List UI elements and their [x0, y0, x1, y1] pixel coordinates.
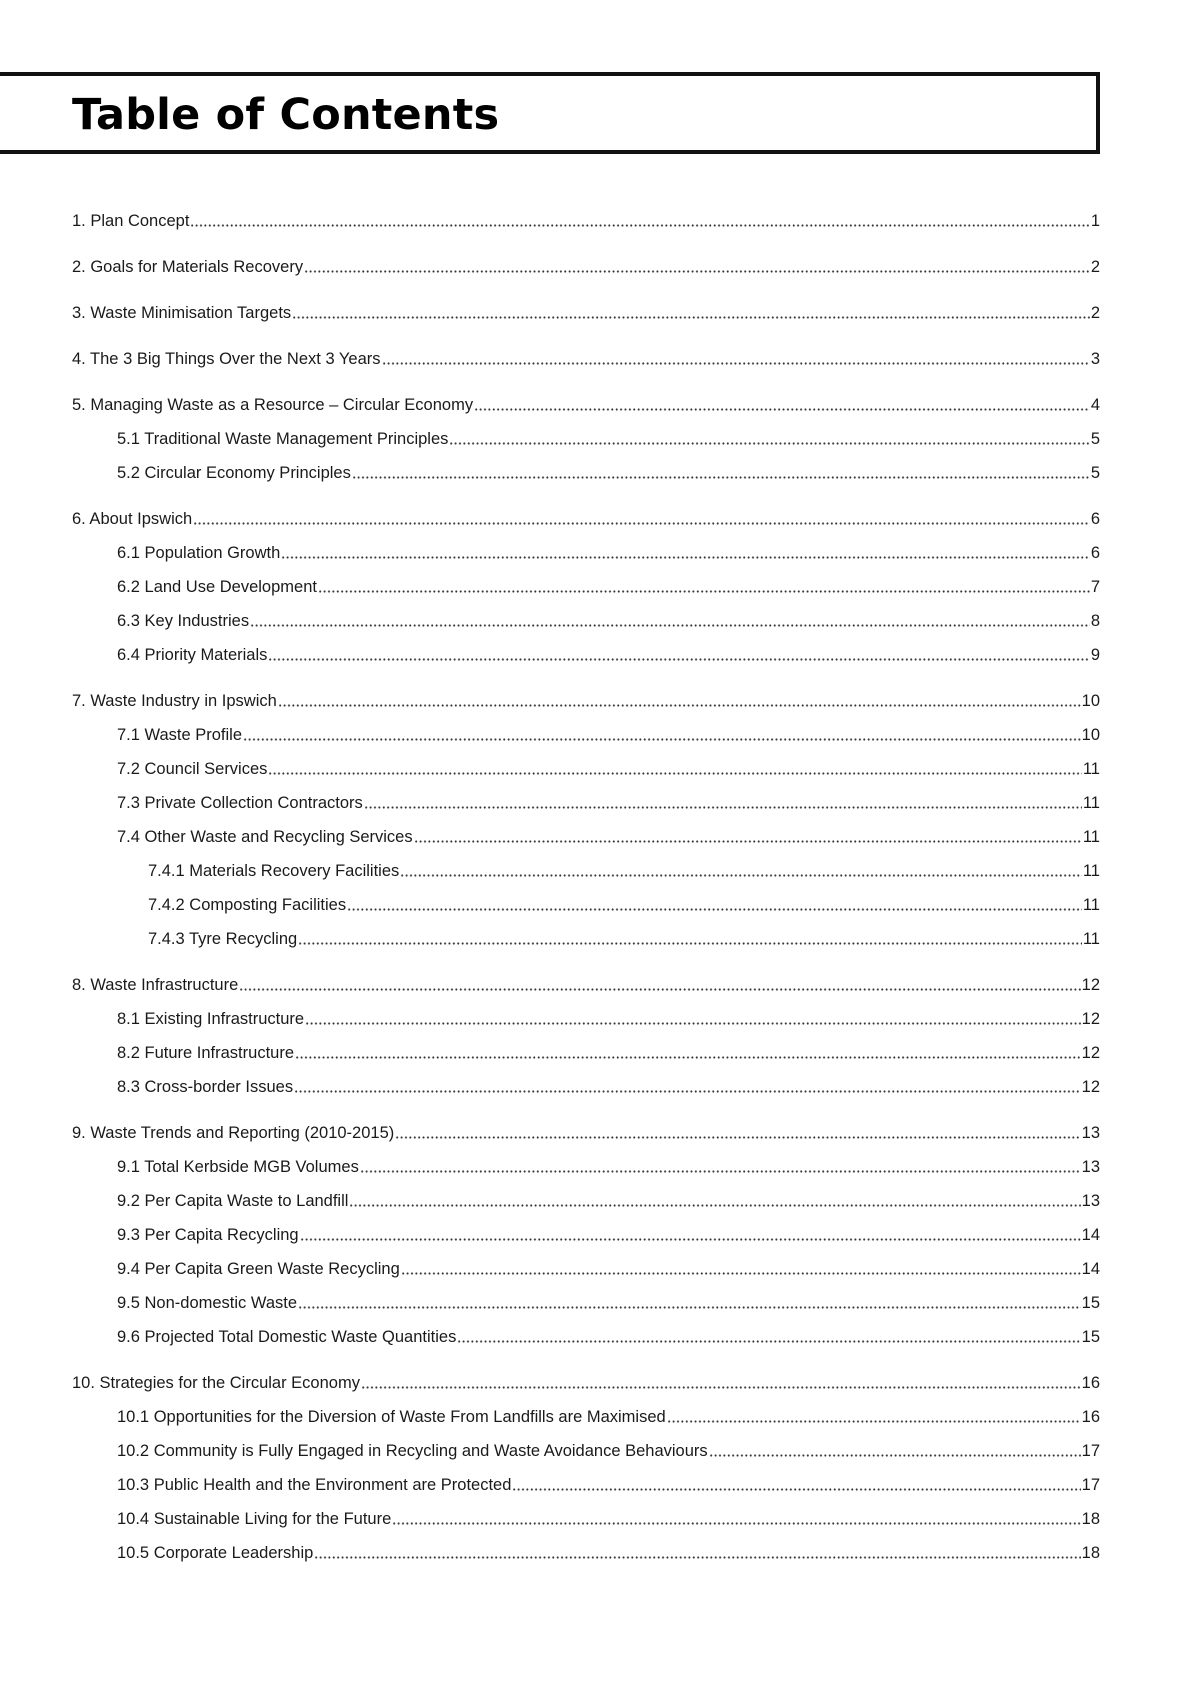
toc-entry-label: 7.4.2 Composting Facilities	[148, 896, 347, 914]
dot-leader	[268, 772, 1081, 775]
toc-entry-page: 17	[1081, 1476, 1100, 1494]
toc-entry-page: 13	[1081, 1158, 1100, 1176]
toc-entry-page: 17	[1081, 1442, 1100, 1460]
toc-entry-label: 5.2 Circular Economy Principles	[117, 464, 351, 482]
toc-entry[interactable]	[72, 972, 1100, 996]
page-title: Table of Contents	[72, 90, 500, 140]
toc-entry-page: 7	[1090, 578, 1100, 596]
toc-entry-label: 7.1 Waste Profile	[117, 726, 243, 744]
toc-entry-page: 10	[1081, 692, 1100, 710]
dot-leader	[360, 1170, 1081, 1173]
toc-entry-page: 10	[1081, 726, 1100, 744]
toc-entry[interactable]	[72, 688, 1100, 712]
dot-leader	[190, 224, 1089, 227]
dot-leader	[294, 1090, 1081, 1093]
dot-leader	[349, 1204, 1080, 1207]
dot-leader	[278, 704, 1081, 707]
toc-entry-page: 6	[1090, 544, 1100, 562]
dot-leader	[449, 442, 1089, 445]
toc-entry[interactable]	[117, 722, 1100, 746]
toc-entry-label: 10.4 Sustainable Living for the Future	[117, 1510, 392, 1528]
toc-entry[interactable]	[148, 858, 1100, 882]
toc-entry-page: 11	[1082, 930, 1100, 948]
toc-entry-label: 10. Strategies for the Circular Economy	[72, 1374, 360, 1392]
dot-leader	[352, 476, 1090, 479]
toc-entry[interactable]	[117, 642, 1100, 666]
toc-entry[interactable]	[117, 1324, 1100, 1348]
toc-entry-page: 1	[1090, 212, 1100, 230]
toc-entry-label: 1. Plan Concept	[72, 212, 190, 230]
toc-entry-page: 12	[1081, 1010, 1100, 1028]
dot-leader	[298, 1306, 1081, 1309]
toc-entry-label: 10.2 Community is Fully Engaged in Recycling and Waste Avoidance Behaviours	[117, 1442, 708, 1460]
toc-entry[interactable]	[72, 254, 1100, 278]
toc-entry-page: 4	[1090, 396, 1100, 414]
toc-entry-label: 7.2 Council Services	[117, 760, 268, 778]
toc-entry-label: 7.4.1 Materials Recovery Facilities	[148, 862, 400, 880]
toc-entry[interactable]	[72, 346, 1100, 370]
toc-entry[interactable]	[117, 824, 1100, 848]
toc-entry-label: 7.4.3 Tyre Recycling	[148, 930, 298, 948]
dot-leader	[709, 1454, 1081, 1457]
toc-entry[interactable]	[117, 608, 1100, 632]
toc-entry-page: 12	[1081, 1078, 1100, 1096]
dot-leader	[305, 1022, 1081, 1025]
toc-entry-label: 8.1 Existing Infrastructure	[117, 1010, 305, 1028]
toc-entry[interactable]	[117, 1040, 1100, 1064]
toc-entry-page: 11	[1082, 794, 1100, 812]
toc-entry-label: 9.5 Non-domestic Waste	[117, 1294, 298, 1312]
toc-entry[interactable]	[117, 426, 1100, 450]
title-box	[0, 72, 1100, 154]
toc-entry[interactable]	[117, 460, 1100, 484]
toc-entry-page: 11	[1082, 760, 1100, 778]
toc-entry[interactable]	[117, 574, 1100, 598]
toc-entry-page: 15	[1081, 1328, 1100, 1346]
toc-entry-label: 9.2 Per Capita Waste to Landfill	[117, 1192, 349, 1210]
dot-leader	[268, 658, 1089, 661]
toc-entry-page: 2	[1090, 304, 1100, 322]
toc-entry[interactable]	[117, 1154, 1100, 1178]
dot-leader	[474, 408, 1090, 411]
toc-entry-page: 14	[1081, 1226, 1100, 1244]
toc-entry[interactable]	[117, 1256, 1100, 1280]
dot-leader	[300, 1238, 1081, 1241]
toc-entry[interactable]	[117, 540, 1100, 564]
toc-entry-label: 5.1 Traditional Waste Management Principles	[117, 430, 449, 448]
dot-leader	[382, 362, 1090, 365]
toc-entry-page: 16	[1081, 1408, 1100, 1426]
dot-leader	[512, 1488, 1080, 1491]
toc-entry[interactable]	[72, 392, 1100, 416]
toc-entry-page: 11	[1082, 862, 1100, 880]
dot-leader	[401, 1272, 1081, 1275]
toc-entry-label: 5. Managing Waste as a Resource – Circular Economy	[72, 396, 474, 414]
toc-entry-label: 8. Waste Infrastructure	[72, 976, 239, 994]
toc-entry-label: 7.3 Private Collection Contractors	[117, 794, 363, 812]
toc-entry-label: 7. Waste Industry in Ipswich	[72, 692, 277, 710]
toc-entry-page: 15	[1081, 1294, 1100, 1312]
toc-entry[interactable]	[117, 1540, 1100, 1564]
dot-leader	[250, 624, 1090, 627]
toc-entry-label: 2. Goals for Materials Recovery	[72, 258, 304, 276]
toc-entry[interactable]	[117, 1006, 1100, 1030]
toc-entry-label: 9.1 Total Kerbside MGB Volumes	[117, 1158, 359, 1176]
toc-entry[interactable]	[117, 1188, 1100, 1212]
dot-leader	[457, 1340, 1080, 1343]
dot-leader	[298, 942, 1082, 945]
toc-entry-label: 7.4 Other Waste and Recycling Services	[117, 828, 413, 846]
toc-entry[interactable]	[148, 926, 1100, 950]
dot-leader	[392, 1522, 1080, 1525]
toc-entry-page: 9	[1090, 646, 1100, 664]
dot-leader	[314, 1556, 1080, 1559]
toc-entry-label: 6.3 Key Industries	[117, 612, 250, 630]
toc-entry-page: 5	[1090, 430, 1100, 448]
toc-entry[interactable]	[117, 1290, 1100, 1314]
dot-leader	[318, 590, 1090, 593]
toc-entry-label: 8.3 Cross-border Issues	[117, 1078, 294, 1096]
toc-entry-page: 18	[1081, 1544, 1100, 1562]
toc-entry[interactable]	[117, 1438, 1100, 1462]
dot-leader	[400, 874, 1082, 877]
toc-entry[interactable]	[148, 892, 1100, 916]
toc-entry-page: 2	[1090, 258, 1100, 276]
toc-entry[interactable]	[117, 1404, 1100, 1428]
toc-entry[interactable]	[72, 208, 1100, 232]
dot-leader	[667, 1420, 1081, 1423]
toc-entry[interactable]	[72, 506, 1100, 530]
toc-entry-label: 6.4 Priority Materials	[117, 646, 268, 664]
toc-entry-label: 6. About Ipswich	[72, 510, 193, 528]
toc-entry-label: 9.3 Per Capita Recycling	[117, 1226, 299, 1244]
dot-leader	[292, 316, 1090, 319]
dot-leader	[295, 1056, 1081, 1059]
dot-leader	[395, 1136, 1080, 1139]
toc-entry-label: 8.2 Future Infrastructure	[117, 1044, 294, 1062]
toc-entry-label: 9.4 Per Capita Green Waste Recycling	[117, 1260, 400, 1278]
toc-entry-page: 3	[1090, 350, 1100, 368]
dot-leader	[414, 840, 1082, 843]
toc-entry-page: 13	[1081, 1124, 1100, 1142]
toc-entry-page: 8	[1090, 612, 1100, 630]
toc-entry-label: 9. Waste Trends and Reporting (2010-2015)	[72, 1124, 395, 1142]
toc-entry[interactable]	[117, 790, 1100, 814]
toc-entry-page: 16	[1081, 1374, 1100, 1392]
toc-entry-label: 6.1 Population Growth	[117, 544, 281, 562]
toc-entry-label: 10.1 Opportunities for the Diversion of Waste From Landfills are Maximised	[117, 1408, 666, 1426]
toc-entry-page: 14	[1081, 1260, 1100, 1278]
toc-entry[interactable]	[117, 756, 1100, 780]
dot-leader	[361, 1386, 1081, 1389]
toc-entry-page: 5	[1090, 464, 1100, 482]
dot-leader	[347, 908, 1082, 911]
toc-entry-page: 11	[1082, 896, 1100, 914]
toc-entry-page: 13	[1081, 1192, 1100, 1210]
toc-entry-label: 6.2 Land Use Development	[117, 578, 317, 596]
toc-entry[interactable]	[117, 1222, 1100, 1246]
toc-entry-page: 12	[1081, 1044, 1100, 1062]
dot-leader	[193, 522, 1090, 525]
toc-entry-label: 9.6 Projected Total Domestic Waste Quantities	[117, 1328, 457, 1346]
dot-leader	[364, 806, 1082, 809]
toc-entry[interactable]	[72, 1370, 1100, 1394]
dot-leader	[304, 270, 1090, 273]
toc-entry[interactable]	[117, 1472, 1100, 1496]
toc-entry[interactable]	[117, 1074, 1100, 1098]
toc-entry-page: 11	[1082, 828, 1100, 846]
dot-leader	[281, 556, 1090, 559]
toc-entry[interactable]	[117, 1506, 1100, 1530]
dot-leader	[243, 738, 1081, 741]
dot-leader	[239, 988, 1080, 991]
toc-entry-page: 6	[1090, 510, 1100, 528]
toc-entry-page: 18	[1081, 1510, 1100, 1528]
toc-entry-label: 10.3 Public Health and the Environment are Protected	[117, 1476, 512, 1494]
toc-entry-label: 3. Waste Minimisation Targets	[72, 304, 292, 322]
toc-entry-label: 4. The 3 Big Things Over the Next 3 Years	[72, 350, 381, 368]
toc-entry[interactable]	[72, 1120, 1100, 1144]
toc-entry[interactable]	[72, 300, 1100, 324]
toc-entry-label: 10.5 Corporate Leadership	[117, 1544, 314, 1562]
toc-entry-page: 12	[1081, 976, 1100, 994]
